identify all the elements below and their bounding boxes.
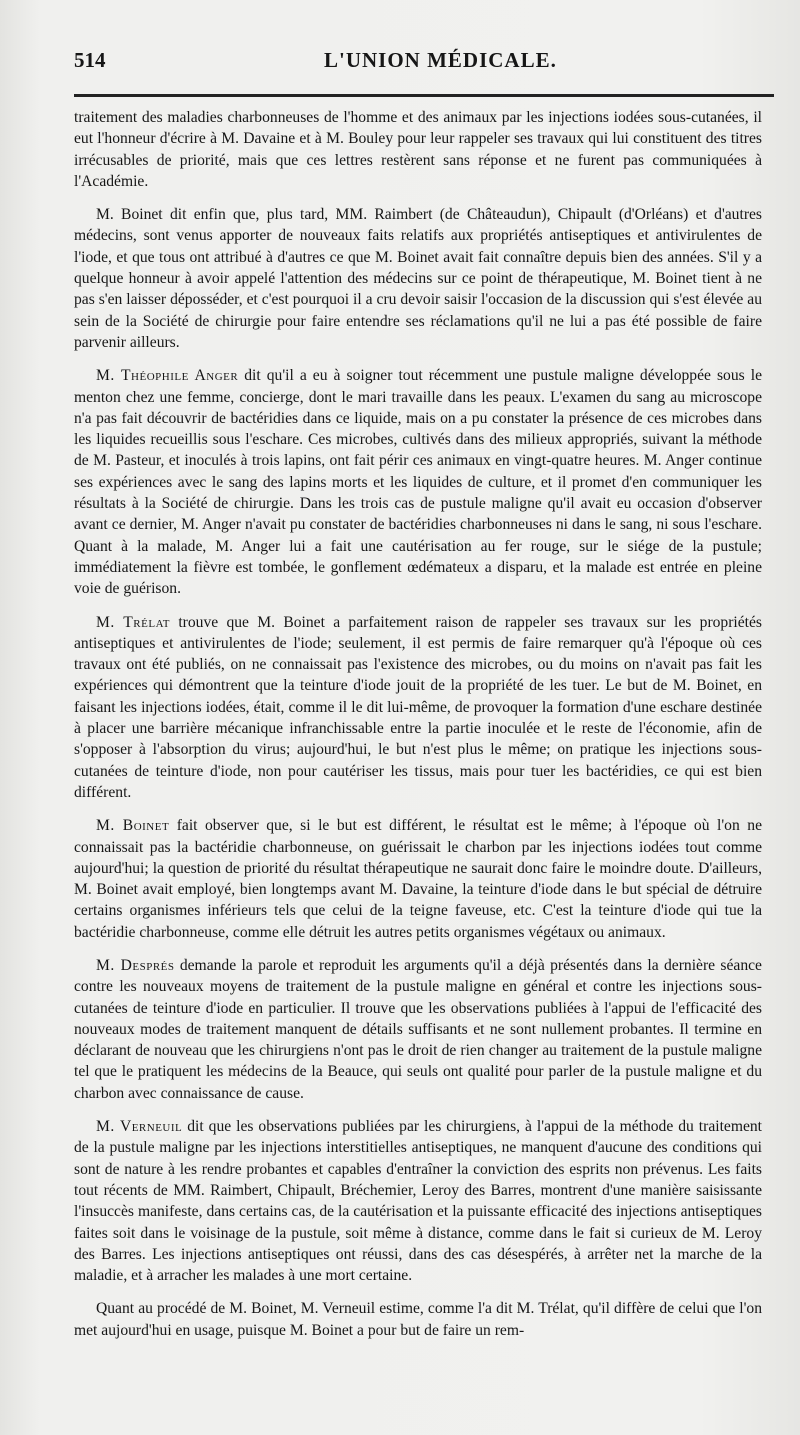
- paragraph: [74, 1116, 762, 1286]
- article-body: [74, 107, 762, 1341]
- paragraph: [74, 107, 762, 192]
- page-number: 514: [74, 48, 106, 72]
- paragraph-text: trouve que M. Boinet a parfaitement raison de rappeler ses travaux sur les propriétés antiseptiques et antivirulentes de l'iode; seulement, il est permis de faire remarquer qu'à l'époque où ces travaux ont été publiés, on ne connaissait pas l'existence des microbes, ou du moins on n'avait pas fait les expériences qui démontrent que la teinture d'iode jouit de la propriété de les tuer. Le but de M. Boinet, en faisant les injections iodées, était, comme il le dit lui-même, de provoquer la formation d'une eschare destinée à placer une barrière mécanique infranchissable entre la partie inoculée et le reste de l'économie, afin de s'opposer à l'absorption du virus; aujourd'hui, le but n'est plus le même; on pratique les injections sous-cutanées de teinture d'iode, non pour cautériser les tissus, mais pour tuer les bactéridies, ce qui est bien différent.: [74, 613, 762, 801]
- journal-title: L'UNION MÉDICALE.: [324, 48, 557, 72]
- paragraph: [74, 612, 762, 804]
- speaker-name: M. Théophile Anger: [96, 367, 239, 385]
- paragraph: [74, 815, 762, 943]
- paragraph-text: fait observer que, si le but est différent, le résultat est le même; à l'époque où l'on ne connaissait pas la bactéridie charbonneuse, on guérissait le charbon par les injections iodées tout comme aujourd'hui; la question de priorité du résultat thérapeutique ne saurait donc faire le moindre doute. D'ailleurs, M. Boinet avait employé, bien longtemps avant M. Davaine, la teinture d'iode dans le but spécial de détruire certains organismes inférieurs tels que celui de la teigne faveuse, etc. C'est la teinture d'iode qui tue la bactéridie charbonneuse, comme elle détruit les autres petits organismes végétaux ou animaux.: [74, 817, 762, 941]
- speaker-name: M. Trélat: [96, 613, 171, 631]
- paragraph: [74, 204, 762, 353]
- speaker-name: M. Després: [96, 956, 175, 974]
- paragraph-text: dit que les observations publiées par les chirurgiens, à l'appui de la méthode du traitement de la pustule maligne par les injections interstitielles antiseptiques, ne manquent d'aucune des conditions qui sont de nature à les rendre probantes et capables d'entraîner la conviction des esprits non prévenus. Les faits tout récents de MM. Raimbert, Chipault, Bréchemier, Leroy des Barres, montrent d'une manière saisissante l'insuccès manifeste, dans certains cas, de la cautérisation et la puissante efficacité des injections antiseptiques faites soit dans le voisinage de la pustule, soit même à distance, comme dans le fait si curieux de M. Leroy des Barres. Les injections antiseptiques ont réussi, dans des cas désespérés, à arrêter net la marche de la maladie, et à arracher les malades à une mort certaine.: [74, 1118, 763, 1285]
- speaker-name: M. Verneuil: [96, 1118, 183, 1136]
- header-rule: [74, 94, 774, 97]
- page-header: [74, 48, 762, 88]
- paragraph-text: demande la parole et reproduit les arguments qu'il a déjà présentés dans la dernière séance contre les nouveaux moyens de traitement de la pustule maligne en général et contre les injections sous-cutanées de teinture d'iode en particulier. Il trouve que les observations publiées à l'appui de l'efficacité des nouveaux modes de traitement manquent de détails suffisants et ne sont nullement probantes. Il termine en déclarant de nouveau que les chirurgiens n'ont pas le droit de rien changer au traitement de la pustule maligne tel que le pratiquent les médecins de la Beauce, qui seuls ont qualité pour parler de la pustule maligne et du charbon avec connaissance de cause.: [74, 956, 762, 1102]
- paragraph: [74, 1298, 762, 1341]
- speaker-name: M. Boinet: [96, 817, 170, 835]
- paragraph: [74, 365, 762, 599]
- paragraph: [74, 955, 762, 1104]
- paragraph-text: dit qu'il a eu à soigner tout récemment une pustule maligne développée sous le menton chez une femme, concierge, dont le mari travaille dans les peaux. L'examen du sang au microscope n'a pas fait découvrir de bactéridies dans ce liquide, mais on a pu constater la présence de ces microbes dans les liquides recueillis sous l'eschare. Ces microbes, cultivés dans des milieux appropriés, suivant la méthode de M. Pasteur, et inoculés à trois lapins, ont fait périr ces animaux en vingt-quatre heures. M. Anger continue ses expériences avec le sang des lapins morts et les liquides de culture, et il promet d'en communiquer les résultats à la Société de chirurgie. Dans les trois cas de pustule maligne qu'il avait eu occasion d'observer avant ce dernier, M. Anger n'avait pu constater de bactéridies charbonneuses ni dans le sang, ni sous l'eschare. Quant à la malade, M. Anger lui a fait une cautérisation au fer rouge, sur le siége de la pustule; immédiatement la fièvre est tombée, le gonflement œdémateux a disparu, et la malade est entrée en pleine voie de guérison.: [74, 367, 762, 598]
- paragraph-text: M. Boinet dit enfin que, plus tard, MM. Raimbert (de Châteaudun), Chipault (d'Orléans) et d'autres médecins, sont venus apporter de nouveaux faits relatifs aux propriétés antiseptiques et antivirulentes de l'iode, et que tous ont attribué à d'autres ce que M. Boinet avait fait connaître depuis bien des années. S'il y a quelque honneur à avoir appelé l'attention des médecins sur ce point de thérapeutique, M. Boinet tient à ne pas s'en laisser déposséder, et c'est pourquoi il a cru devoir saisir l'occasion de la discussion qui s'est élevée au sein de la Société de chirurgie pour faire entendre ses réclamations qu'il ne lui a pas été possible de faire parvenir ailleurs.: [74, 206, 762, 351]
- paragraph-text: Quant au procédé de M. Boinet, M. Verneuil estime, comme l'a dit M. Trélat, qu'il diffère de celui que l'on met aujourd'hui en usage, puisque M. Boinet a pour but de faire un rem-: [74, 1300, 762, 1339]
- paragraph-text: traitement des maladies charbonneuses de l'homme et des animaux par les injections iodées sous-cutanées, il eut l'honneur d'écrire à M. Davaine et à M. Bouley pour leur rappeler ses travaux qui lui constituent des titres irrécusables de priorité, mais que ces lettres restèrent sans réponse et ne furent pas communiquées à l'Académie.: [74, 109, 762, 190]
